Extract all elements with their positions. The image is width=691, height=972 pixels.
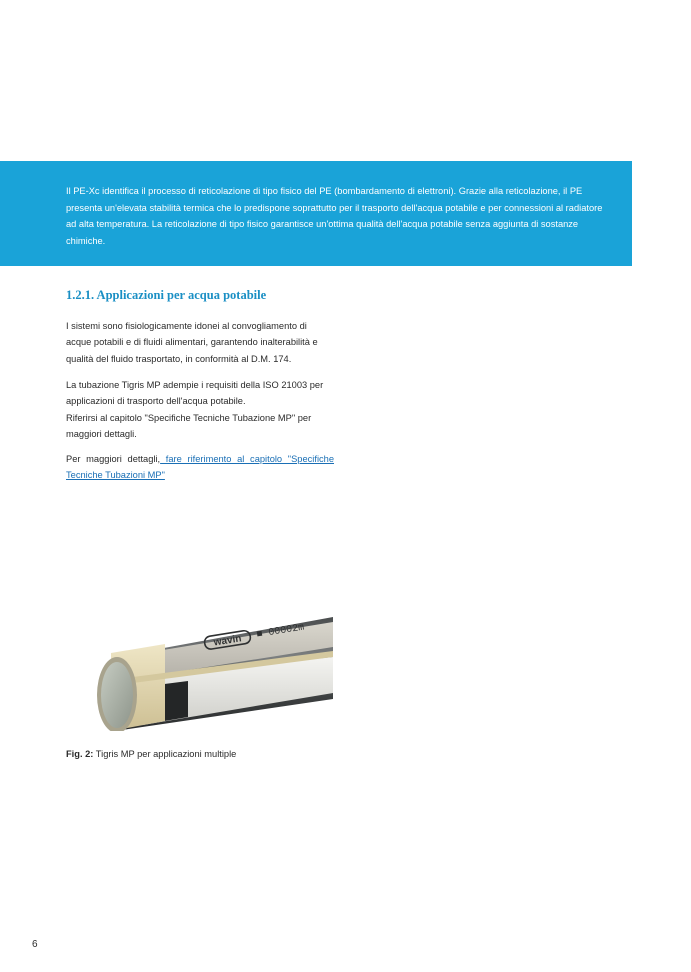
pipe-illustration bbox=[93, 617, 333, 731]
banner-text: Il PE-Xc identifica il processo di reticolazione di tipo fisico del PE (bombardamento di elettroni). Grazie alla reticolazione, il PE presenta un'elevata stabilità termica che lo predispone soprattutto per il trasporto dell'acqua potabile e per connessioni al radiatore ad alta temperatura. La reticolazione di tipo fisico garantisce un'ottima qualità dell'acqua potabile senza aggiunta di sostanze chimiche. bbox=[66, 186, 603, 246]
paragraph-more-details bbox=[66, 451, 334, 484]
figure-caption-text: Tigris MP per applicazioni multiple bbox=[93, 749, 237, 759]
paragraph-physiological: I sistemi sono fisiologicamente idonei al convogliamento di acque potabili e di fluidi alimentari, garantendo inalterabilità e qualità del fluido trasportato, in conformità al D.M. 174. bbox=[66, 321, 318, 364]
paragraph-iso-line1: La tubazione Tigris MP adempie i requisiti della ISO 21003 per applicazioni di trasporto dell'acqua potabile. bbox=[66, 380, 324, 407]
more-details-prefix: Per maggiori dettagli, bbox=[66, 454, 161, 464]
spec-chapter-link[interactable]: fare riferimento al capitolo "Specifiche Tecniche Tubazioni MP" bbox=[66, 454, 334, 481]
intro-banner bbox=[0, 161, 632, 266]
figure-caption-label: Fig. 2: bbox=[66, 749, 94, 759]
figure-caption bbox=[66, 749, 236, 759]
paragraph-iso bbox=[66, 377, 334, 443]
section-heading: 1.2.1. Applicazioni per acqua potabile bbox=[66, 288, 267, 302]
svg-text:wavin: wavin bbox=[213, 633, 243, 649]
paragraph-iso-line2: Riferirsi al capitolo "Specifiche Tecniche Tubazione MP" per maggiori dettagli. bbox=[66, 412, 312, 440]
page-number: 6 bbox=[32, 939, 38, 950]
pipe-end-inner bbox=[101, 662, 133, 728]
pipe-marking-text: ■ 00002m bbox=[255, 622, 306, 641]
